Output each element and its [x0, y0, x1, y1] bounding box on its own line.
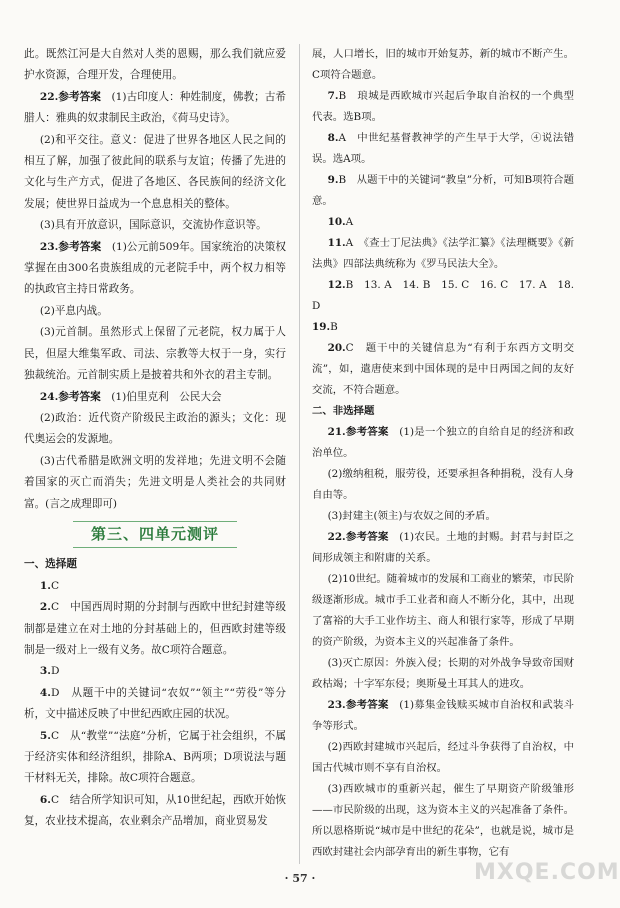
answer-item: 12.B 13. A 14. B 15. C 16. C 17. A 18. D: [312, 279, 574, 312]
answer-item: 2.C 中国西周时期的分封制与西欧中世纪封建等级制都是建立在对土地的分封基础上的，但西欧封建等级制是一级对上一级有义务。故C项符合题意。: [24, 601, 286, 656]
answer-22: 22.参考答案 (1)古印度人：种姓制度，佛教；古希腊人：雅典的奴隶制民主政治，《荷马史诗》。: [24, 90, 287, 125]
answer-item: 19.B: [312, 321, 338, 333]
answer-item: 9.B 从题干中的关键词“教皇”分析，可知B项符合题意。: [312, 174, 574, 207]
answer-23: 23.参考答案 (1)公元前509年。国家统治的决策权掌握在由300名贵族组成的元老院手中，两个权力相等的执政官主持日常政务。: [24, 240, 286, 296]
paragraph: (3)灭亡原因：外族入侵；长期的对外战争导致帝国财政枯竭；十字军东侵；奥斯曼土耳其人的进攻。: [312, 657, 574, 690]
paragraph: (2)缴纳租税，服劳役，还要承担各种捐税，没有人身自由等。: [312, 468, 574, 501]
section-heading: 一、选择题: [24, 558, 77, 571]
paragraph: (2)西欧封建城市兴起后，经过斗争获得了自治权，中国古代城市则不享有自治权。: [312, 741, 574, 774]
answer-item: 3.D: [39, 665, 60, 678]
answer-item: 4.D 从题干中的关键词“农奴”“领主”“劳役”等分析，文中描述反映了中世纪西欧庄园的状况。: [24, 686, 286, 721]
paragraph: (3)西欧城市的重新兴起，催生了早期资产阶级雏形——市民阶级的出现，这为资本主义的兴起准备了条件。所以恩格斯说“城市是中世纪的花朵”，也就是说，城市是西欧封建社会内部孕育出的新生事物，它有: [312, 783, 574, 858]
paragraph: (3)古代希腊是欧洲文明的发祥地；先进文明不会随着国家的灭亡而消失；先进文明是人类社会的共同财富。(言之成理即可): [24, 454, 286, 510]
column-divider: [299, 44, 300, 864]
answer-24: 24.参考答案 (1)伯里克利 公民大会: [39, 390, 222, 403]
answer-22: 22.参考答案 (1)农民。土地的封赐。封君与封臣之间形成领主和附庸的关系。: [312, 531, 575, 564]
answer-item: 11.A 《查士丁尼法典》《法学汇纂》《法理概要》《新法典》四部法典统称为《罗马民法大全》。: [312, 237, 574, 270]
answer-21: 21.参考答案 (1)是一个独立的自给自足的经济和政治单位。: [312, 426, 575, 459]
paragraph: (2)10世纪。随着城市的发展和工商业的繁荣，市民阶级逐渐形成。城市手工业者和商人不断分化，其中，出现了富裕的大手工业作坊主、商人和银行家等，形成了早期的资产阶级，为资本主义的兴起准备了条件。: [312, 573, 574, 648]
unit-title: 第三、四单元测评: [24, 521, 286, 548]
answer-item: 5.C 从“教堂”“法庭”分析，它属于社会组织，不属于经济实体和经济组织，排除A、B两项；D项说法与题干材料无关，排除。故C项符合题意。: [24, 729, 286, 785]
answer-23: 23.参考答案 (1)募集金钱赎买城市自治权和武装斗争等形式。: [312, 699, 575, 732]
paragraph: (2)平息内战。: [39, 304, 108, 317]
answer-item: 10.A: [327, 216, 354, 228]
paragraph: (2)政治：近代资产阶级民主政治的源头；文化：现代奥运会的发源地。: [24, 411, 286, 446]
paragraph: 此。既然江河是大自然对人类的恩赐，那么我们就应爱护水资源，合理开发，合理使用。: [24, 48, 286, 82]
paragraph: 展，人口增长，旧的城市开始复苏，新的城市不断产生。C项符合题意。: [312, 48, 574, 81]
answer-item: 7.B 琅城是西欧城市兴起后争取自治权的一个典型代表。选B项。: [312, 90, 574, 123]
section-heading: 二、非选择题: [312, 405, 375, 417]
paragraph: (3)具有开放意识，国际意识，交流协作意识等。: [39, 219, 267, 232]
answer-item: 20.C 题干中的关键信息为“有利于东西方文明交流”，如，遣唐使来到中国体现的是中日两国之间的友好交流，不符合题意。: [312, 342, 574, 396]
answer-item: 1.C: [39, 579, 60, 592]
answer-item: 8.A 中世纪基督教神学的产生早于大学，④说法错误。选A项。: [312, 132, 574, 165]
left-column: [24, 44, 286, 833]
page-number: · 57 ·: [284, 872, 316, 885]
paragraph: (2)和平交往。意义：促进了世界各地区人民之间的相互了解，加强了彼此间的联系与友谊；传播了先进的文化与生产方式，促进了各地区、各民族间的经济文化发展；使世界日益成为一个息息相关的整体。: [24, 133, 286, 210]
answer-item: 6.C 结合所学知识可知，从10世纪起，西欧开始恢复，农业技术提高，农业剩余产品增加，商业贸易发: [24, 793, 286, 828]
right-column: [312, 44, 574, 863]
watermark-logo: MXQE.COM: [474, 860, 620, 885]
paragraph: (3)封建主(领主)与农奴之间的矛盾。: [327, 510, 496, 522]
paragraph: (3)元首制。虽然形式上保留了元老院，权力属于人民，但屋大维集军政、司法、宗教等大权于一身，实行独裁统治。元首制实质上是披着共和外衣的君主专制。: [24, 326, 286, 382]
